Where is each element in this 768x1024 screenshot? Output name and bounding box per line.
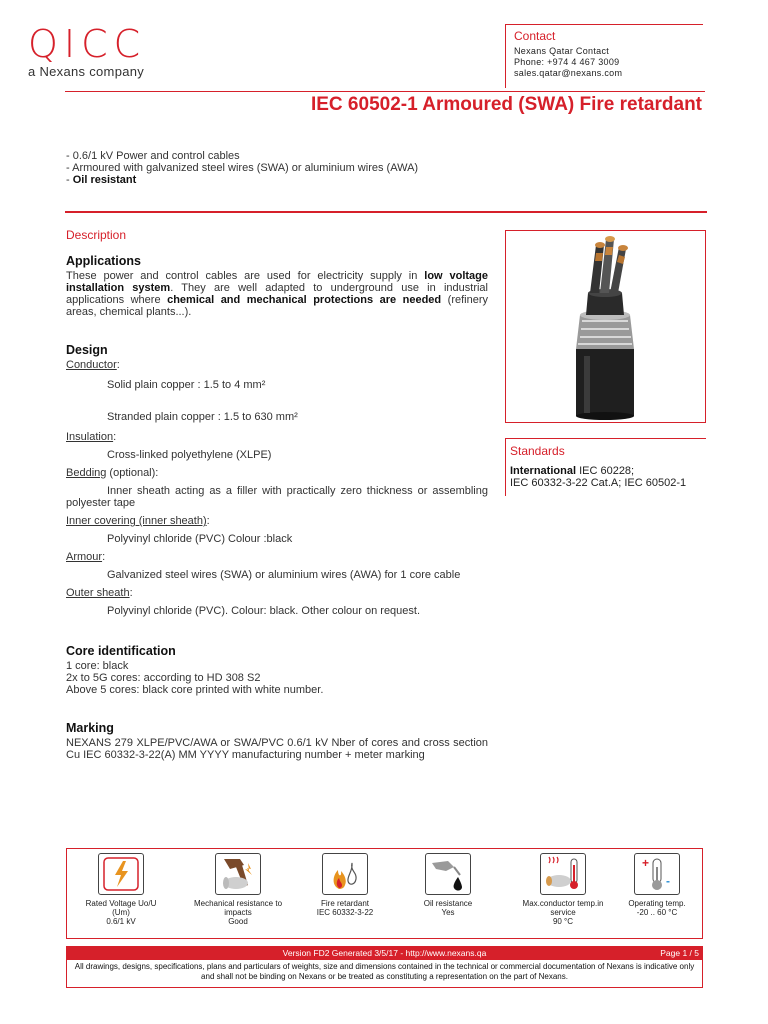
property-label-2: impacts [224, 908, 252, 917]
footer-disclaimer: All drawings, designs, specifications, plans and particulars of weights, size and dimensions contained in the technical or commercial documentation of Nexans is indicative only and shall not be binding on Nexans or be treated as constituting a representation on the part of Nexans. [66, 960, 703, 988]
flame-icon [322, 853, 368, 895]
applications-text-3: (refinery areas, chemical plants...). [66, 294, 488, 318]
logo-tagline: a Nexans company [28, 64, 145, 79]
inner-covering-label: Inner covering (inner sheath) [66, 515, 207, 527]
page-title: IEC 60502-1 Armoured (SWA) Fire retardant [310, 94, 702, 115]
applications-heading: Applications [66, 254, 142, 268]
standards-intl-value: IEC 60228; [576, 465, 635, 477]
property-value: Good [228, 917, 248, 926]
applications-text-2: . They are well adapted to underground use in industrial applications where [66, 282, 488, 306]
property-label-1: Max.conductor temp.in [522, 899, 604, 908]
applications-text-bold-1: low voltage installation system [66, 270, 488, 294]
bullet-oil-text: Oil resistant [72, 174, 137, 186]
lightning-icon [98, 853, 144, 895]
svg-text:-: - [666, 874, 670, 888]
conductor-solid: Solid plain copper : 1.5 to 4 mm² [107, 379, 266, 391]
property-label-2: service [550, 908, 576, 917]
contact-box [505, 24, 703, 88]
property-value: 90 °C [552, 917, 574, 926]
property-label-2: -20 .. 60 °C [636, 908, 678, 917]
property-label-1: Fire retardant [320, 899, 370, 908]
contact-title: Contact [514, 29, 556, 43]
core-id-line-2: 2x to 5G cores: according to HD 308 S2 [66, 672, 261, 684]
conductor-temp-icon [540, 853, 586, 895]
section-divider [65, 211, 707, 213]
property-label-2: Yes [441, 908, 455, 917]
contact-company: Nexans Qatar Contact [514, 46, 610, 56]
description-column: Description Applications These power and control cables are used for electricity supply in low voltage installation system. They are well adapted to underground use in industrial applications where chemical and mechanical protections are needed (refinery areas, chemical plants...). Design Conductor: Solid plain copper : 1.5 to 4 mm² Stranded plain copper : 1.5 to 630 mm² Insulation: Cross-linked polyethylene (XLPE) Bedding (optional): Inner sheath acting as a filler with practically zero thickness or assembling polyester tape Inner covering (inner sheath): Polyvinyl chloride (PVC) Colour :black Armour: Galvanized steel wires (SWA) or aluminium wires (AWA) for 1 core cable Outer sheath: Polyvinyl chloride (PVC). Colour: black. Other colour on request. Core identification 1 core: black 2x to 5G cores: according to HD 308 S2 Above 5 cores: black core printed with white number. Marking NEXANS 279 XLPE/PVC/AWA or SWA/PVC 0.6/1 kV Nber of cores and cross section Cu IEC 60332-3-22(A) MM YYYY manufacturing number + meter marking [66, 228, 488, 761]
page-number: Page 1 / 5 [660, 948, 699, 958]
contact-email[interactable]: sales.qatar@nexans.com [514, 68, 623, 78]
property-label-1: Rated Voltage Uo/U [85, 899, 157, 908]
property-label-1: Mechanical resistance to [193, 899, 283, 908]
company-logo [28, 24, 146, 79]
property-label-2: (Um) [112, 908, 130, 917]
property-label-1: Operating temp. [628, 899, 686, 908]
feature-bullets [66, 150, 418, 186]
design-heading: Design [66, 343, 108, 357]
bullet-voltage: - 0.6/1 kV Power and control cables [66, 150, 240, 162]
property-rated-voltage [61, 853, 181, 926]
outer-sheath-label: Outer sheath [66, 587, 130, 599]
property-label-1: Oil resistance [423, 899, 473, 908]
contact-phone: Phone: +974 4 467 3009 [514, 57, 620, 67]
footer-version[interactable]: Version FD2 Generated 3/5/17 - http://www.nexans.qa [282, 948, 487, 958]
property-value: 0.6/1 kV [106, 917, 136, 926]
footer-bar [66, 946, 703, 960]
hammer-impact-icon [215, 853, 261, 895]
applications-text [66, 270, 488, 318]
bedding-suffix: (optional): [106, 467, 159, 479]
applications-text-1: These power and control cables are used for electricity supply in [66, 270, 425, 282]
oil-drop-icon [425, 853, 471, 895]
bedding-label: Bedding [66, 467, 107, 479]
core-id-line-3: Above 5 cores: black core printed with white number. [66, 684, 324, 696]
applications-text-bold-2: chemical and mechanical protections are needed [167, 294, 442, 306]
logo-wordmark: QICC [28, 22, 147, 66]
insulation-value: Cross-linked polyethylene (XLPE) [107, 449, 272, 461]
marking-text: NEXANS 279 XLPE/PVC/AWA or SWA/PVC 0.6/1 kV Nber of cores and cross section Cu IEC 60332-3-22(A) MM YYYY manufacturing number + meter marking [66, 737, 488, 761]
bullet-oil [66, 174, 418, 186]
properties-panel [66, 848, 703, 939]
armour-label: Armour [66, 551, 103, 563]
standards-intl-label: International [510, 465, 577, 477]
property-operating-temp [597, 853, 717, 917]
bullet-armour: - Armoured with galvanized steel wires (SWA) or aluminium wires (AWA) [66, 162, 419, 174]
bullet-prefix: - [66, 174, 73, 186]
insulation-label: Insulation [66, 431, 114, 443]
standards-line-2: IEC 60332-3-22 Cat.A; IEC 60502-1 [510, 477, 687, 489]
core-id-heading: Core identification [66, 644, 176, 658]
property-label-2: IEC 60332-3-22 [316, 908, 374, 917]
marking-heading: Marking [66, 721, 114, 735]
cable-illustration [506, 231, 705, 422]
thermometer-icon [634, 853, 680, 895]
description-label: Description [66, 228, 127, 242]
armour-value: Galvanized steel wires (SWA) or aluminium wires (AWA) for 1 core cable [107, 569, 461, 581]
standards-title: Standards [510, 444, 565, 458]
core-id-line-1: 1 core: black [66, 660, 129, 672]
bedding-value: Inner sheath acting as a filler with practically zero thickness or assembling polyester tape [66, 485, 488, 509]
cable-image [505, 230, 706, 423]
inner-covering-value: Polyvinyl chloride (PVC) Colour :black [107, 533, 293, 545]
property-oil-resistance [388, 853, 508, 917]
conductor-stranded: Stranded plain copper : 1.5 to 630 mm² [107, 411, 298, 423]
outer-sheath-value: Polyvinyl chloride (PVC). Colour: black. Other colour on request. [107, 605, 421, 617]
standards-text [510, 465, 706, 489]
property-mechanical [178, 853, 298, 926]
conductor-label: Conductor [66, 359, 117, 371]
standards-box [505, 438, 706, 496]
svg-text:+: + [642, 856, 650, 870]
title-divider [65, 91, 705, 92]
property-fire-retardant [285, 853, 405, 917]
